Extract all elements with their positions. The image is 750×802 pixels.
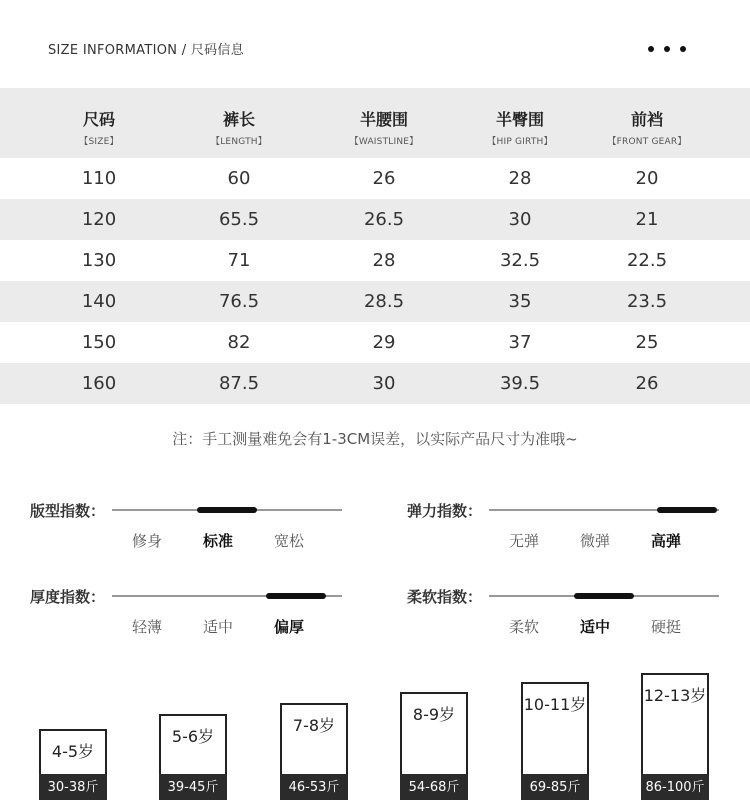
- index-option: 高弹: [651, 532, 682, 550]
- column-header-en: 【LENGTH】: [211, 137, 267, 147]
- table-row: [0, 240, 750, 281]
- table-row: [0, 281, 750, 322]
- table-cell: 65.5: [218, 209, 260, 230]
- table-cell: 87.5: [218, 373, 260, 394]
- index-marker: [266, 593, 326, 599]
- index-option: 轻薄: [132, 618, 163, 636]
- table-header: [0, 88, 750, 158]
- table-cell: 28: [508, 168, 532, 189]
- table-row: [0, 322, 750, 363]
- weight-label: 69-85斤: [521, 774, 589, 800]
- table-cell: 20: [635, 168, 659, 189]
- table-cell: 29: [372, 332, 396, 353]
- column-header: [29, 88, 169, 147]
- table-cell: 32.5: [499, 250, 541, 271]
- more-dots-icon[interactable]: [642, 36, 692, 64]
- size-table: [0, 88, 750, 404]
- column-header-en: 【WAISTLINE】: [349, 137, 419, 147]
- index-label: 柔软指数：: [407, 588, 483, 606]
- weight-label: 30-38斤: [39, 774, 107, 800]
- dot-icon: [664, 46, 670, 52]
- index-option: 微弹: [580, 532, 611, 550]
- age-size-card: [159, 714, 227, 800]
- index-option: 修身: [132, 532, 163, 550]
- index-option: 宽松: [274, 532, 305, 550]
- column-header: [169, 88, 309, 147]
- index-option: 适中: [580, 618, 611, 636]
- column-header-cn: 尺码: [82, 110, 115, 129]
- index-option: 无弹: [509, 532, 540, 550]
- index-label: 弹力指数：: [407, 502, 483, 520]
- table-cell: 150: [81, 332, 117, 353]
- measurement-note: 注：手工测量难免会有1-3CM误差，以实际产品尺寸为准哦~: [172, 430, 578, 448]
- table-cell: 28: [372, 250, 396, 271]
- index-marker: [197, 507, 257, 513]
- weight-label: 54-68斤: [400, 774, 468, 800]
- table-cell: 22.5: [626, 250, 668, 271]
- table-cell: 30: [508, 209, 532, 230]
- index-option: 偏厚: [274, 618, 305, 636]
- index-marker: [574, 593, 634, 599]
- table-cell: 23.5: [626, 291, 668, 312]
- column-header: [314, 88, 454, 147]
- column-header-cn: 裤长: [222, 110, 255, 129]
- table-cell: 60: [227, 168, 251, 189]
- header: [0, 0, 750, 88]
- table-body: [0, 158, 750, 404]
- age-size-card: [400, 692, 468, 800]
- age-size-card: [280, 703, 348, 800]
- table-cell: 140: [81, 291, 117, 312]
- age-size-card: [641, 673, 709, 800]
- index-option: 柔软: [509, 618, 540, 636]
- age-label: 12-13岁: [643, 686, 707, 705]
- column-header-cn: 前裆: [630, 110, 663, 129]
- table-cell: 37: [508, 332, 532, 353]
- column-header: [450, 88, 590, 147]
- table-cell: 26: [372, 168, 396, 189]
- table-cell: 25: [635, 332, 659, 353]
- index-option: 标准: [203, 532, 234, 550]
- column-header-en: 【SIZE】: [79, 137, 119, 147]
- table-cell: 120: [81, 209, 117, 230]
- weight-label: 86-100斤: [641, 774, 709, 800]
- weight-label: 39-45斤: [159, 774, 227, 800]
- dot-icon: [648, 46, 654, 52]
- age-label: 10-11岁: [523, 695, 587, 714]
- table-cell: 39.5: [499, 373, 541, 394]
- table-row: [0, 158, 750, 199]
- index-option: 硬挺: [651, 618, 682, 636]
- age-size-card: [521, 682, 589, 800]
- age-label: 5-6岁: [171, 727, 215, 746]
- column-header-en: 【HIP GIRTH】: [487, 137, 553, 147]
- table-row: [0, 363, 750, 404]
- age-label: 8-9岁: [412, 705, 456, 724]
- table-cell: 21: [635, 209, 659, 230]
- index-label: 厚度指数：: [30, 588, 106, 606]
- weight-label: 46-53斤: [280, 774, 348, 800]
- age-label: 7-8岁: [292, 716, 336, 735]
- table-row: [0, 199, 750, 240]
- table-cell: 82: [227, 332, 251, 353]
- table-cell: 35: [508, 291, 532, 312]
- table-cell: 110: [81, 168, 117, 189]
- column-header-cn: 半臀围: [495, 110, 544, 129]
- column-header-cn: 半腰围: [359, 110, 408, 129]
- column-header: [577, 88, 717, 147]
- age-size-card: [39, 729, 107, 800]
- table-cell: 26: [635, 373, 659, 394]
- column-header-en: 【FRONT GEAR】: [607, 137, 687, 147]
- table-cell: 130: [81, 250, 117, 271]
- table-cell: 28.5: [363, 291, 405, 312]
- index-marker: [657, 507, 717, 513]
- dot-icon: [680, 46, 686, 52]
- index-option: 适中: [203, 618, 234, 636]
- age-label: 4-5岁: [51, 742, 95, 761]
- page-title: SIZE INFORMATION / 尺码信息: [48, 43, 245, 58]
- table-cell: 26.5: [363, 209, 405, 230]
- index-label: 版型指数：: [30, 502, 106, 520]
- table-cell: 30: [372, 373, 396, 394]
- table-cell: 76.5: [218, 291, 260, 312]
- table-cell: 71: [227, 250, 251, 271]
- table-cell: 160: [81, 373, 117, 394]
